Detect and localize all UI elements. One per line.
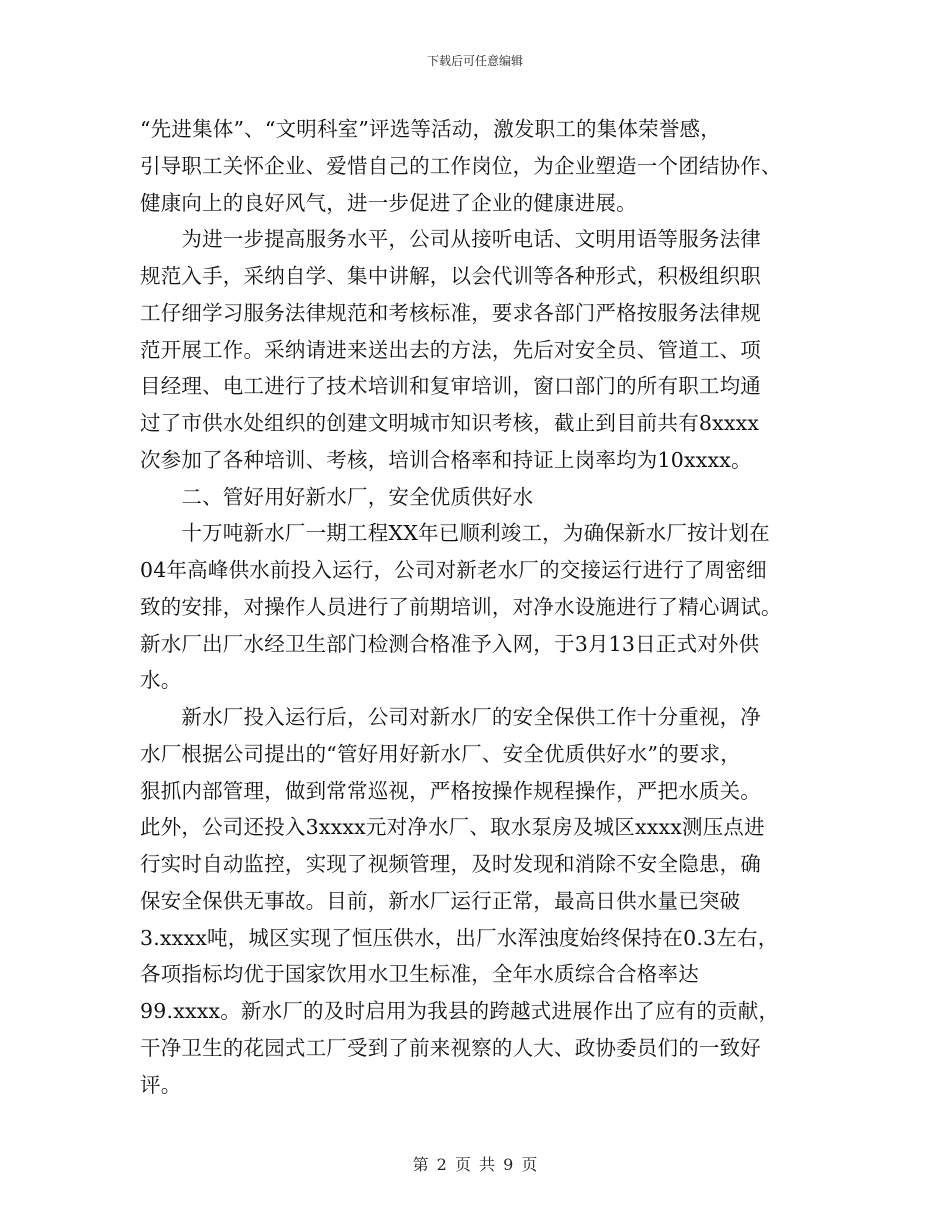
- text-line: 规范入手，采纳自学、集中讲解，以会代训等各种形式，积极组织职: [140, 264, 761, 288]
- text-line: “先进集体”、“文明科室”评选等活动，激发职工的集体荣誉感，: [140, 117, 721, 141]
- text-line: 目经理、电工进行了技术培训和复审培训，窗口部门的所有职工均通: [140, 374, 761, 399]
- text-line: 狠抓内部管理，做到常常巡视，严格按操作规程操作，严把水质关。: [140, 778, 761, 803]
- text-line: 范开展工作。采纳请进来送出去的方法，先后对安全员、管道工、项: [140, 337, 761, 362]
- text-line: 干净卫生的花园式工厂受到了前来视察的人大、政协委员们的一致好: [140, 1035, 761, 1060]
- text-line: 过了市供水处组织的创建文明城市知识考核，截止到目前共有8xxxx: [140, 411, 760, 435]
- text-line: 保安全保供无事故。目前，新水厂运行正常，最高日供水量已突破: [140, 888, 741, 913]
- text-line: 新水厂投入运行后，公司对新水厂的安全保供工作十分重视，净: [140, 705, 761, 729]
- text-line: 3.xxxx吨，城区实现了恒压供水，出厂水浑浊度始终保持在0.3左右，: [140, 925, 779, 950]
- text-line: 十万吨新水厂一期工程XX年已顺利竣工，为确保新水厂按计划在: [140, 521, 770, 546]
- text-line: 引导职工关怀企业、爱惜自己的工作岗位，为企业塑造一个团结协作、: [140, 153, 782, 178]
- text-line: 水厂根据公司提出的“管好用好新水厂、安全优质供好水”的要求，: [140, 741, 741, 766]
- text-line: 水。: [140, 668, 182, 693]
- text-line: 致的安排，对操作人员进行了前期培训，对净水设施进行了精心调试。: [140, 594, 782, 619]
- page-number-footer: 第 2 页 共 9 页: [412, 1155, 538, 1174]
- page-header: 下载后可任意编辑: [426, 54, 523, 68]
- section-heading: 二、管好用好新水厂，安全优质供好水: [140, 484, 534, 509]
- text-line: 新水厂出厂水经卫生部门检测合格准予入网，于3月13日正式对外供: [140, 631, 760, 656]
- text-line: 为进一步提高服务水平，公司从接听电话、文明用语等服务法律: [140, 227, 761, 252]
- text-line: 评。: [140, 1072, 182, 1097]
- text-line: 行实时自动监控，实现了视频管理，及时发现和消除不安全隐患，确: [140, 852, 761, 876]
- text-line: 健康向上的良好风气，进一步促进了企业的健康进展。: [140, 190, 637, 215]
- text-line: 此外，公司还投入3xxxx元对净水厂、取水泵房及城区xxxx测压点进: [140, 815, 765, 840]
- text-line: 次参加了各种培训、考核，培训合格率和持证上岗率均为10xxxx。: [140, 447, 752, 472]
- text-line: 各项指标均优于国家饮用水卫生标准，全年水质综合合格率达: [140, 962, 699, 987]
- body-text: [140, 111, 820, 1103]
- text-line: 工仔细学习服务法律规范和考核标准，要求各部门严格按服务法律规: [140, 300, 761, 325]
- text-line: 04年高峰供水前投入运行，公司对新老水厂的交接运行进行了周密细: [140, 558, 767, 582]
- text-line: 99.xxxx。新水厂的及时启用为我县的跨越式进展作出了应有的贡献，: [140, 999, 780, 1023]
